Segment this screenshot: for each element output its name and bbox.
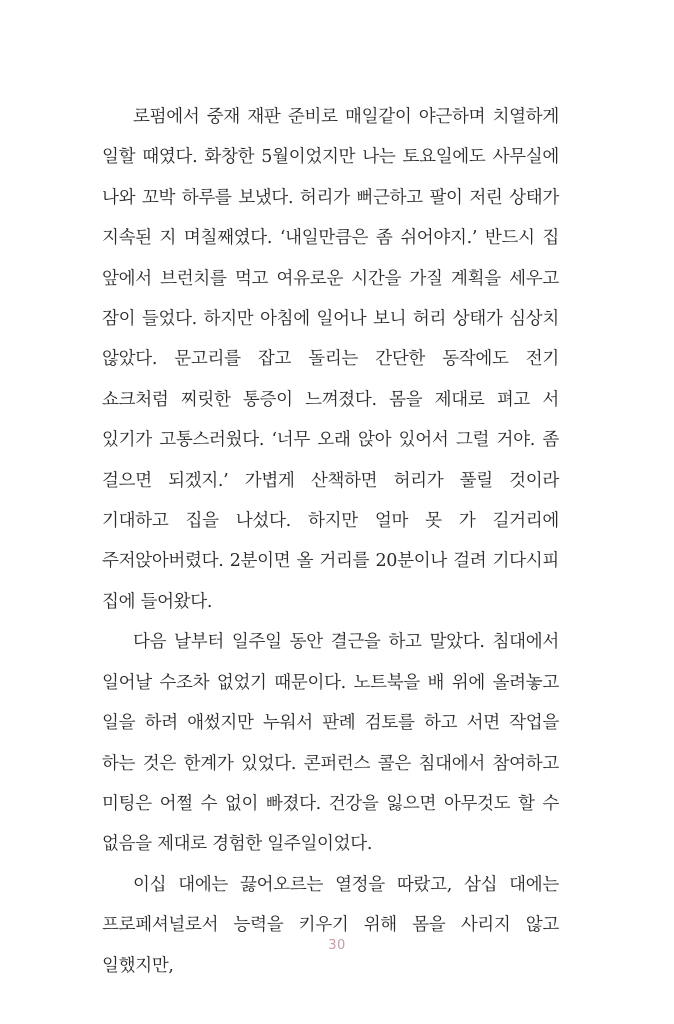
paragraph-2: 다음 날부터 일주일 동안 결근을 하고 말았다. 침대에서 일어날 수조차 없었기 때문이다. 노트북을 배 위에 올려놓고 일을 하려 애썼지만 누워서 판례 검토를 하고 서면 작업을 하는 것은 한계가 있었다. 콘퍼런스 콜은 침대에서 참여하고 미팅은 어쩔 수 없이 빠졌다. 건강을 잃으면 아무것도 할 수 없음을 제대로 경험한 일주일이었다. bbox=[102, 632, 559, 855]
page-body-text bbox=[102, 97, 559, 986]
paragraph-1: 로펌에서 중재 재판 준비로 매일같이 야근하며 치열하게 일할 때였다. 화창한 5월이었지만 나는 토요일에도 사무실에 나와 꼬박 하루를 보냈다. 허리가 뻐근하고 팔이 저린 상태가 지속된 지 며칠째였다. ‘내일만큼은 좀 쉬어야지.’ 반드시 집 앞에서 브런치를 먹고 여유로운 시간을 가질 계획을 세우고 잠이 들었다. 하지만 아침에 일어나 보니 허리 상태가 심상치 않았다. 문고리를 잡고 돌리는 간단한 동작에도 전기 쇼크처럼 찌릿한 통증이 느껴졌다. 몸을 제대로 펴고 서 있기가 고통스러웠다. ‘너무 오래 앉아 있어서 그럴 거야. 좀 걸으면 되겠지.’ 가볍게 산책하면 허리가 풀릴 것이라 기대하고 집을 나섰다. 하지만 얼마 못 가 길거리에 주저앉아버렸다. 2분이면 올 거리를 20분이나 걸려 기다시피 집에 들어왔다. bbox=[102, 107, 559, 612]
page-number: 30 bbox=[328, 938, 346, 953]
paragraph-3: 이십 대에는 끓어오르는 열정을 따랐고, 삼십 대에는 프로페셔널로서 능력을 키우기 위해 몸을 사리지 않고 일했지만, bbox=[102, 874, 559, 976]
